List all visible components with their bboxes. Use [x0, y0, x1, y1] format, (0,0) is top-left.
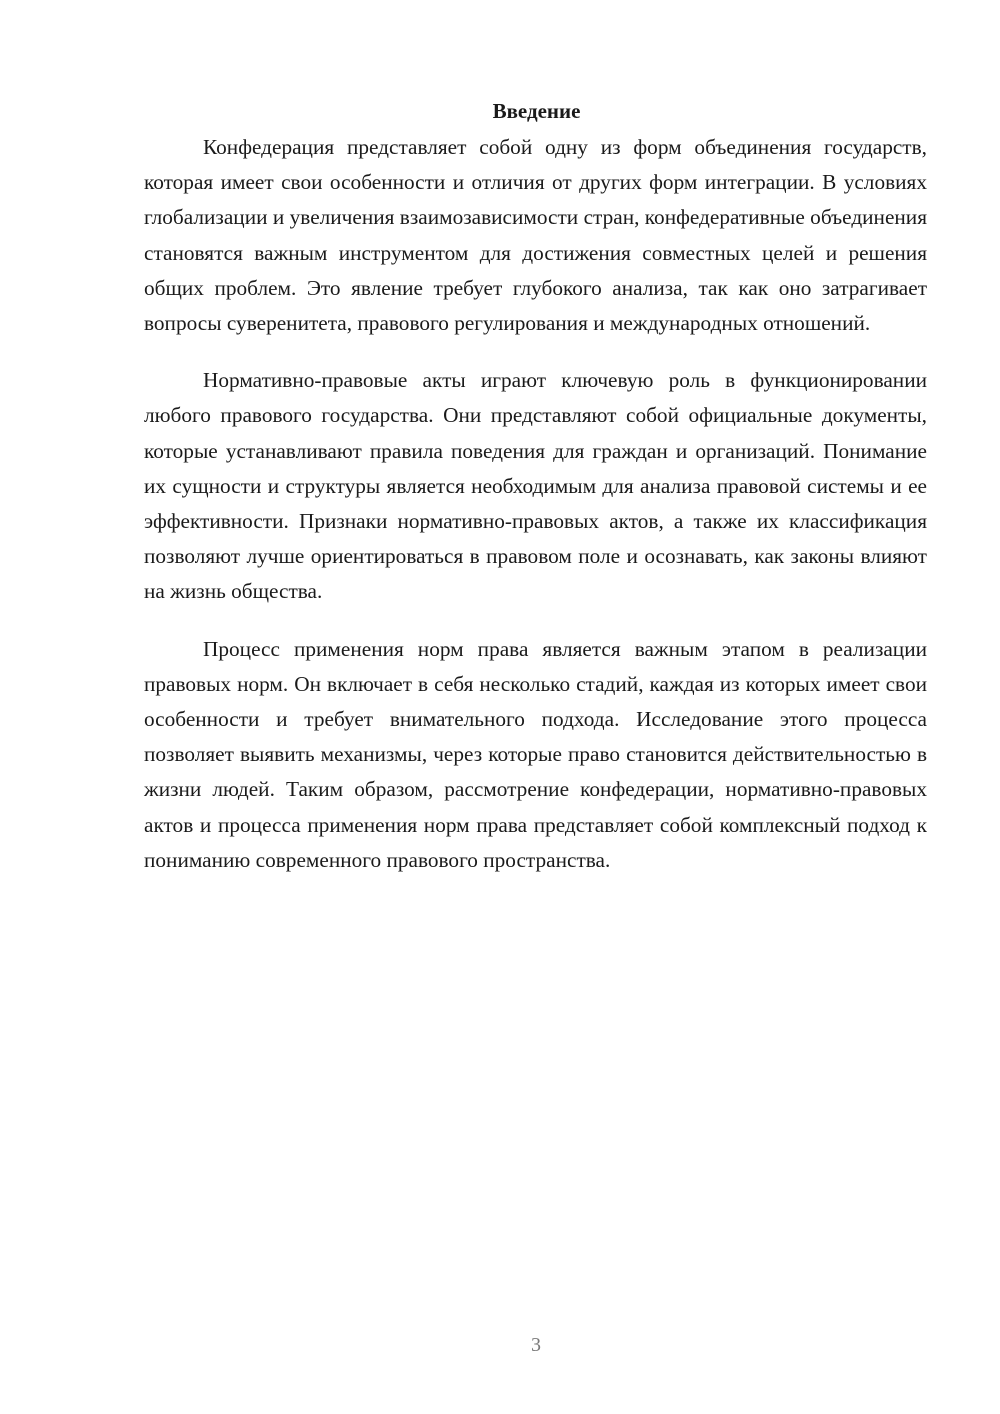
- paragraph-confederation: Конфедерация представляет собой одну из форм объединения государств, которая имеет свои особенности и отличия от других форм интеграции. В условиях глобализации и увеличения взаимозависимости стран, конфедеративные объединения становятся важным инструментом для достижения совместных целей и решения общих проблем. Это явление требует глубокого анализа, так как оно затрагивает вопросы суверенитета, правового регулирования и международных отношений.: [144, 135, 927, 336]
- paragraph-normative-acts: Нормативно-правовые акты играют ключевую роль в функционировании любого правового государства. Они представляют собой официальные документы, которые устанавливают правила поведения для граждан и организаций. Понимание их сущности и структуры является необходимым для анализа правовой системы и ее эффективности. Признаки нормативно-правовых актов, а также их классификация позволяют лучше ориентироваться в правовом поле и осознавать, как законы влияют на жизнь общества.: [144, 368, 927, 604]
- section-title: Введение: [492, 99, 581, 123]
- page-number: 3: [531, 1334, 541, 1356]
- page-content: [144, 96, 927, 900]
- paragraph-law-application: Процесс применения норм права является важным этапом в реализации правовых норм. Он включает в себя несколько стадий, каждая из которых имеет свои особенности и требует внимательного подхода. Исследование этого процесса позволяет выявить механизмы, через которые право становится действительностью в жизни людей. Таким образом, рассмотрение конфедерации, нормативно-правовых актов и процесса применения норм права представляет собой комплексный подход к пониманию современного правового пространства.: [144, 636, 927, 872]
